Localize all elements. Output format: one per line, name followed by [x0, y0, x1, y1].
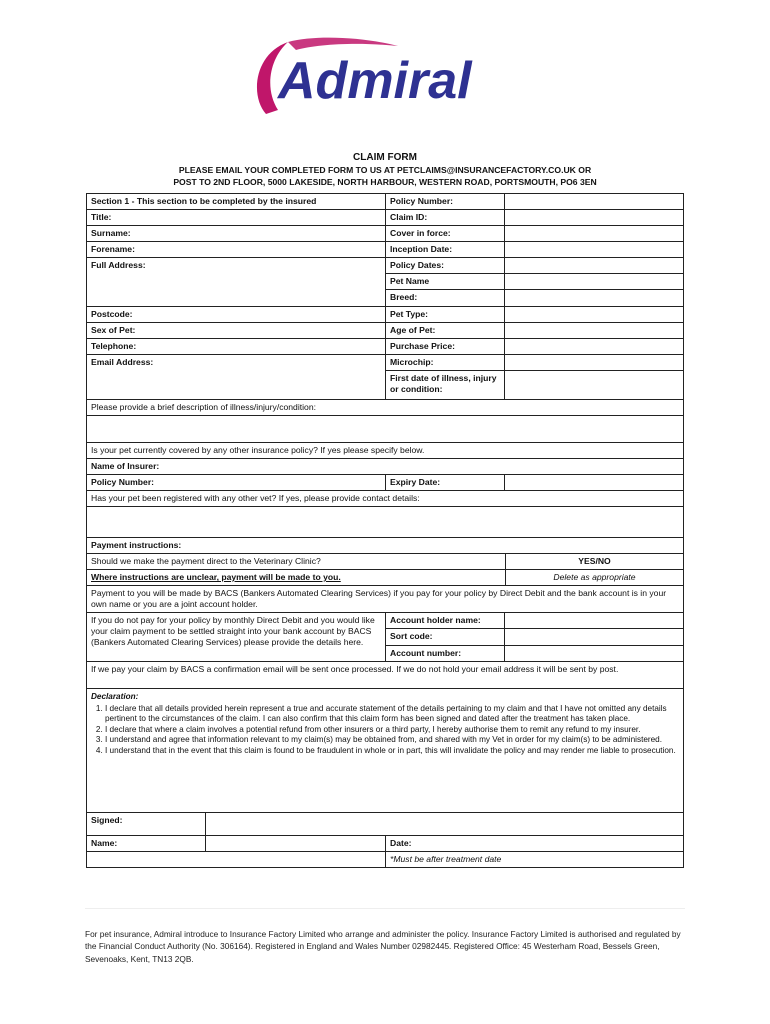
- account-holder-label: Account holder name:: [385, 612, 505, 629]
- claim-id-label: Claim ID:: [385, 209, 505, 226]
- form-title: CLAIM FORM: [353, 152, 417, 163]
- insurer-name-field[interactable]: Name of Insurer:: [86, 458, 684, 475]
- bacs-confirmation-note: If we pay your claim by BACS a confirmation email will be sent once processed. If we do not hold your email address it will be sent by post.: [86, 661, 684, 689]
- age-of-pet-label: Age of Pet:: [385, 322, 505, 339]
- sort-code-field[interactable]: [504, 628, 684, 646]
- signature-field[interactable]: [205, 812, 684, 836]
- date-note: *Must be after treatment date: [385, 851, 684, 868]
- payment-question: Should we make the payment direct to the Veterinary Clinic?: [86, 553, 506, 570]
- cover-in-force-field[interactable]: [504, 225, 684, 242]
- age-of-pet-field[interactable]: [504, 322, 684, 339]
- name-label: Name:: [86, 835, 206, 852]
- sex-of-pet-field[interactable]: Sex of Pet:: [86, 322, 386, 339]
- other-vet-field[interactable]: [86, 506, 684, 538]
- expiry-date-field[interactable]: [504, 474, 684, 491]
- declaration-item: 2. I declare that where a claim involves a potential refund from other insurers or a third party, I hereby authorise them to remit any refund to my insurer.: [105, 725, 679, 736]
- inception-date-field[interactable]: [504, 241, 684, 258]
- purchase-price-field[interactable]: [504, 338, 684, 355]
- form-instructions: PLEASE EMAIL YOUR COMPLETED FORM TO US AT PETCLAIMS@INSURANCEFACTORY.CO.UK OR POST TO 2ND FLOOR, 5000 LAKESIDE, NORTH HARBOUR, WESTERN ROAD, PORTSMOUTH, PO6 3EN: [173, 165, 597, 187]
- admiral-logo: [248, 36, 518, 122]
- cover-in-force-label: Cover in force:: [385, 225, 505, 242]
- policy-number-label: Policy Number:: [385, 193, 505, 210]
- inception-date-label: Inception Date:: [385, 241, 505, 258]
- name-field[interactable]: [205, 835, 386, 852]
- declaration-heading: Declaration:: [91, 692, 139, 701]
- surname-field[interactable]: Surname:: [86, 225, 386, 242]
- policy-number-field[interactable]: [504, 193, 684, 210]
- declaration-item: 1. I declare that all details provided herein represent a true and accurate statement of the details pertaining to my claim and that I have not omitted any details pertinent to the circumstances of the claim. I can also confirm that this claim form has been signed and dated after the treatment has taken place.: [105, 704, 679, 725]
- purchase-price-label: Purchase Price:: [385, 338, 505, 355]
- pet-type-field[interactable]: [504, 306, 684, 323]
- first-date-illness-field[interactable]: [504, 370, 684, 400]
- sort-code-label: Sort code:: [385, 628, 505, 646]
- declaration-item: 3. I understand and agree that information relevant to my claim(s) may be obtained from, and shared with my Vet in order for my claim(s) to be administered.: [105, 735, 679, 746]
- other-insurance-question: Is your pet currently covered by any other insurance policy? If yes please specify below.: [86, 442, 684, 459]
- account-number-field[interactable]: [504, 645, 684, 662]
- declaration-list: [91, 704, 679, 757]
- yes-no-selector[interactable]: YES/NO: [505, 553, 684, 570]
- other-vet-prompt: Has your pet been registered with any other vet? If yes, please provide contact details:: [86, 490, 684, 507]
- bacs-note: Payment to you will be made by BACS (Bankers Automated Clearing Services) if you pay for your policy by Direct Debit and the bank account is in your own name or you are a joint account holder.: [86, 585, 684, 613]
- postcode-field[interactable]: Postcode:: [86, 306, 386, 323]
- microchip-field[interactable]: [504, 354, 684, 371]
- signature-blank: [86, 851, 386, 868]
- footer-divider: [85, 908, 685, 909]
- footer-text: For pet insurance, Admiral introduce to Insurance Factory Limited who arrange and administer the policy. Insurance Factory Limited is authorised and regulated by the Financial Conduct Authority (No. 306164). Registered in England and Wales Number 02982445. Registered Office: 45 Westerham Road, Bessels Green, Sevenoaks, Kent, TN13 2QB.: [85, 929, 681, 964]
- policy-dates-label: Policy Dates:: [385, 257, 505, 274]
- pet-name-field[interactable]: [504, 273, 684, 290]
- description-prompt: Please provide a brief description of illness/injury/condition:: [86, 399, 684, 416]
- payment-unclear-note: Where instructions are unclear, payment will be made to you.: [86, 569, 506, 586]
- first-date-illness-label: First date of illness, injury or condition:: [385, 370, 505, 400]
- title-field[interactable]: Title:: [86, 209, 386, 226]
- email-address-field[interactable]: Email Address:: [86, 354, 386, 400]
- microchip-label: Microchip:: [385, 354, 505, 371]
- payment-heading: Payment instructions:: [86, 537, 684, 554]
- description-field[interactable]: [86, 415, 684, 443]
- full-address-field[interactable]: Full Address:: [86, 257, 386, 307]
- delete-note: Delete as appropriate: [505, 569, 684, 586]
- other-policy-number-field[interactable]: Policy Number:: [86, 474, 386, 491]
- claim-id-field[interactable]: [504, 209, 684, 226]
- breed-label: Breed:: [385, 289, 505, 307]
- date-field[interactable]: Date:: [385, 835, 684, 852]
- account-number-label: Account number:: [385, 645, 505, 662]
- pet-type-label: Pet Type:: [385, 306, 505, 323]
- account-holder-field[interactable]: [504, 612, 684, 629]
- declaration-box: [86, 688, 684, 813]
- monthly-dd-note: If you do not pay for your policy by monthly Direct Debit and you would like your claim payment to be settled straight into your bank account by BACS (Bankers Automated Clearing Services) please provide the details here.: [86, 612, 386, 662]
- svg-text:Admiral: Admiral: [278, 52, 472, 110]
- declaration-item: 4. I understand that in the event that this claim is found to be fraudulent in whole or in part, this will invalidate the policy and may render me liable to prosecution.: [105, 746, 679, 757]
- pet-name-label: Pet Name: [385, 273, 505, 290]
- telephone-field[interactable]: Telephone:: [86, 338, 386, 355]
- forename-field[interactable]: Forename:: [86, 241, 386, 258]
- policy-dates-field[interactable]: [504, 257, 684, 274]
- expiry-date-label: Expiry Date:: [385, 474, 505, 491]
- breed-field[interactable]: [504, 289, 684, 307]
- section1-heading: Section 1 - This section to be completed by the insured: [86, 193, 386, 210]
- signed-label: Signed:: [86, 812, 206, 836]
